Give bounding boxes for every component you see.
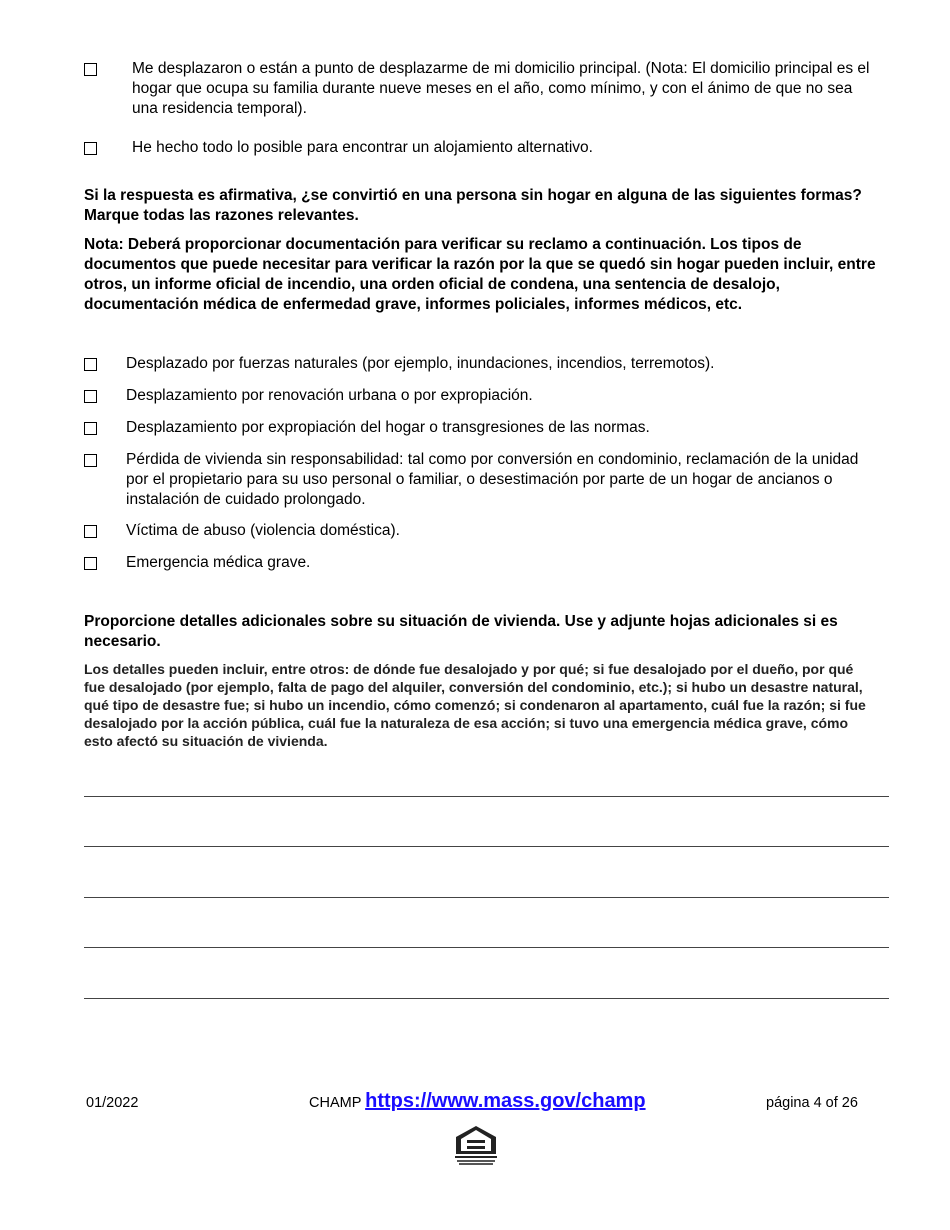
footer-program xyxy=(309,1090,646,1113)
checkbox-label: Víctima de abuso (violencia doméstica). xyxy=(126,522,400,539)
answer-line-4[interactable] xyxy=(84,947,889,948)
answer-line-2[interactable] xyxy=(84,846,889,847)
checkbox-code-violations[interactable] xyxy=(84,422,97,435)
checkbox-medical-emergency[interactable] xyxy=(84,557,97,570)
homeless-question: Si la respuesta es afirmativa, ¿se convirtió en una persona sin hogar en alguna de las siguientes formas?Marque todas las razones relevantes. xyxy=(84,187,862,224)
details-heading: Proporcione detalles adicionales sobre su situación de vivienda. Use y adjunte hojas adicionales si es necesario. xyxy=(84,613,838,650)
checkbox-label: Me desplazaron o están a punto de desplazarme de mi domicilio principal. (Nota: El domicilio principal es el hogar que ocupa su familia durante nueve meses en el año, como mínimo, y con el ánimo de que no sea una residencia temporal). xyxy=(132,60,870,117)
checkbox-row-alternative-housing xyxy=(84,138,874,158)
checkbox-row-natural-forces xyxy=(84,354,874,374)
checkbox-label: Desplazamiento por renovación urbana o por expropiación. xyxy=(126,387,533,404)
documentation-note: Nota: Deberá proporcionar documentación para verificar su reclamo a continuación. Los tipos de documentos que puede necesitar para verificar la razón por la que se quedó sin hogar pueden incluir, entre otros, un informe oficial de incendio, una orden oficial de condena, una sentencia de desalojo, documentación médica de enfermedad grave, informes policiales, informes médicos, etc. xyxy=(84,236,876,313)
answer-line-3[interactable] xyxy=(84,897,889,898)
footer-page-number: página 4 of 26 xyxy=(766,1095,858,1111)
checkbox-label: Desplazado por fuerzas naturales (por ejemplo, inundaciones, incendios, terremotos). xyxy=(126,355,715,372)
answer-line-1[interactable] xyxy=(84,796,889,797)
footer-champ-link[interactable]: https://www.mass.gov/champ xyxy=(365,1090,646,1112)
checkbox-row-abuse-victim xyxy=(84,521,874,541)
footer-date: 01/2022 xyxy=(86,1095,139,1111)
checkbox-alternative-housing[interactable] xyxy=(84,142,97,155)
checkbox-label: He hecho todo lo posible para encontrar un alojamiento alternativo. xyxy=(132,139,593,156)
checkbox-abuse-victim[interactable] xyxy=(84,525,97,538)
equal-housing-opportunity-icon xyxy=(452,1124,500,1166)
checkbox-label: Emergencia médica grave. xyxy=(126,554,311,571)
checkbox-label: Pérdida de vivienda sin responsabilidad: tal como por conversión en condominio, reclamación de la unidad por el propietario para su uso personal o familiar, o desestimación por parte de un hogar de ancianos o instalación de cuidado prolongado. xyxy=(126,451,859,508)
checkbox-urban-renewal[interactable] xyxy=(84,390,97,403)
checkbox-row-medical-emergency xyxy=(84,553,874,573)
checkbox-no-fault-loss[interactable] xyxy=(84,454,97,467)
checkbox-row-urban-renewal xyxy=(84,386,874,406)
details-subtext: Los detalles pueden incluir, entre otros: de dónde fue desalojado y por qué; si fue desalojado por el dueño, por qué fue desalojado (por ejemplo, falta de pago del alquiler, conversión del condominio, etc.); si hubo un desastre natural, qué tipo de desastre fue; si hubo un incendio, cómo comenzó; si condenaron al apartamento, cuál fue la razón; si fue desalojado por la acción pública, cuál fue la naturaleza de esa acción; si tuvo una emergencia médica grave, cómo esto afectó su situación de vivienda. xyxy=(84,661,866,749)
checkbox-row-displaced-primary-residence xyxy=(84,59,874,119)
checkbox-row-code-violations xyxy=(84,418,874,438)
checkbox-natural-forces[interactable] xyxy=(84,358,97,371)
footer-program-name: CHAMP xyxy=(309,1095,362,1111)
checkbox-row-no-fault-loss xyxy=(84,450,874,510)
checkbox-label: Desplazamiento por expropiación del hogar o transgresiones de las normas. xyxy=(126,419,650,436)
checkbox-displaced-primary-residence[interactable] xyxy=(84,63,97,76)
answer-line-5[interactable] xyxy=(84,998,889,999)
